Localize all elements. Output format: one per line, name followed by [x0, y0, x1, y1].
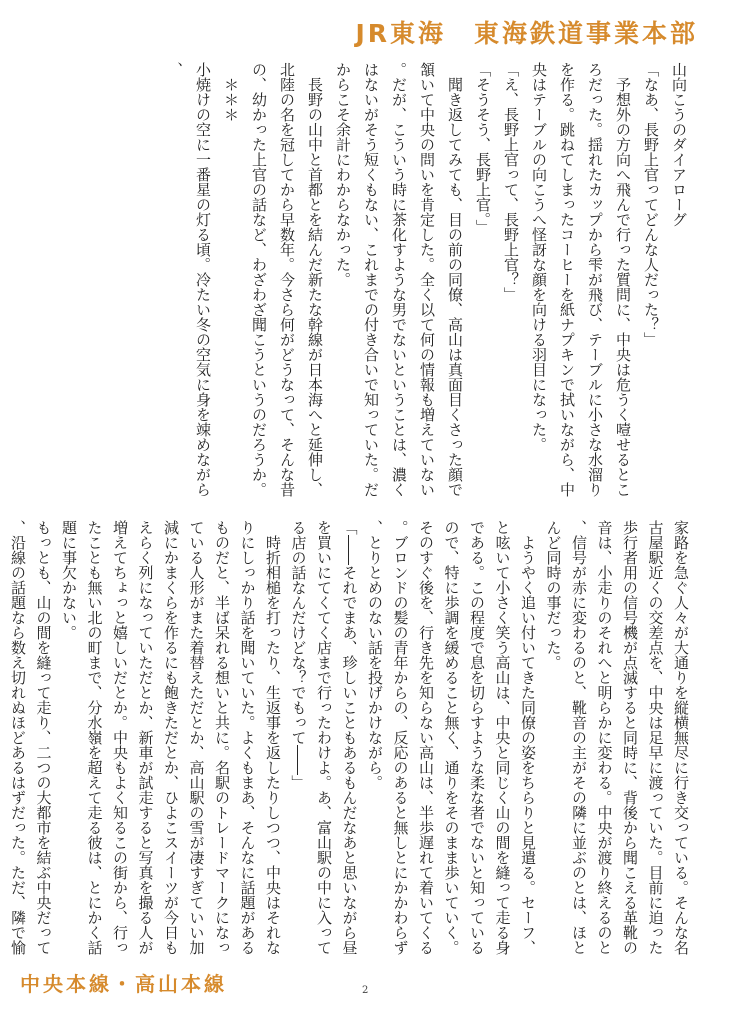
paragraph: ようやく追い付いてきた同僚の姿をちらりと見遣る。セーフ、と呟いて小さく笑う高山は、中央と同じく山の間を縫って走る身である。この程度で息を切らすような柔な者でないと知っているので、特に歩調を緩めること無く、通りをそのまま歩いていく。そのすぐ後を、行き先を知らない高山は、半歩遅れて着いてくる。ブロンドの髪の青年からの、反応のあると無しとにかかわらず、とりとめのない話を投げかけながら。 — [366, 520, 537, 955]
dialogue-line: 「そうそう、長野上官。」 — [474, 62, 492, 235]
dialogue-line: 「なあ、長野上官ってどんな人だった？」 — [642, 62, 660, 347]
paragraph: もっとも、山の間を縫って走り、二つの大都市を結ぶ中央だって、沿線の話題なら数え切れぬほどあるはずだった。ただ、隣で愉 — [9, 520, 53, 955]
paragraph: 聞き返してみても、目の前の同僚、高山は真面目くさった顔で頷いて中央の問いを肯定した。全く以て何の情報も増えていない。だが、こういう時に茶化すような男でないということは、濃くはないがそう短くもない、これまでの付き合いで知っていた。だからこそ余計にわからなかった。 — [334, 62, 464, 497]
paragraph: 時折相槌を打ったり、生返事を返したりしつつ、中央はそれなりにしっかり話を聞いていた。よくもまあ、そんなに話題があるものだと、半ば呆れる想いと共に。名駅のトレードマークになっている人形がまた着替えただとか、高山駅の雪が凄すぎていい加減にかまくらを作るにも飽きただとか、ひよこスイーツが今日もえらく列になっていただとか、新車が試走すると写真を撮る人が増えてちょっと嬉しいだとか。中央もよく知るこの街から、行ったことも無い北の町まで、分水嶺を超えて走る彼は、とにかく話題に事欠かない。 — [60, 520, 282, 955]
dialogue-line: 「――それでまあ、珍しいこともあるもんだなあと思いながら昼を買いにてくてく店まで行ったわけよ。あ、富山駅の中に入ってる店の話なんだけどな？でもって――」 — [289, 520, 359, 955]
section-break: ＊＊＊ — [222, 77, 240, 122]
paragraph: 予想外の方向へ飛んで行った質問に、中央は危うく噎せるところだった。揺れたカップから雫が飛び、テーブルに小さな水溜りを作る。跳ねてしまったコーヒーを紙ナプキンで拭いながら、中央はテーブルの向こうへ怪訝な顔を向ける羽目になった。 — [530, 62, 632, 497]
header-title: JR東海 東海鉄道事業本部 — [355, 19, 698, 48]
paragraph: 家路を急ぐ人々が大通りを縦横無尽に行き交っている。そんな名古屋駅近くの交差点を、中央は足早に渡っていた。目前に迫った歩行者用の信号機が点滅すると同時に、背後から聞こえる革靴の音は、小走りのそれへと明らかに変わる。中央が渡り終えるのと、信号が赤に変わるのと、靴音の主がその隣に並ぶのとは、ほとんど同時の事だった。 — [544, 520, 690, 955]
story-title: 山向こうのダイアローグ — [670, 62, 688, 227]
paragraph: 小焼けの空に一番星の灯る頃。冷たい冬の空気に身を竦めながら、 — [166, 62, 212, 497]
dialogue-line: 「え、長野上官って、長野上官？」 — [502, 62, 520, 302]
page-number: 2 — [362, 985, 369, 996]
paragraph: 長野の山中と首都とを結んだ新たな幹線が日本海へと延伸し、北陸の名を冠してから早数年。今さら何がどうなって、そんな昔の、幼かった上官の話など、わざわざ聞こうというのだろうか。 — [250, 62, 324, 497]
footer-title: 中央本線・高山本線 — [20, 972, 227, 996]
lower-text-block — [0, 520, 693, 964]
upper-text-block — [161, 62, 693, 502]
